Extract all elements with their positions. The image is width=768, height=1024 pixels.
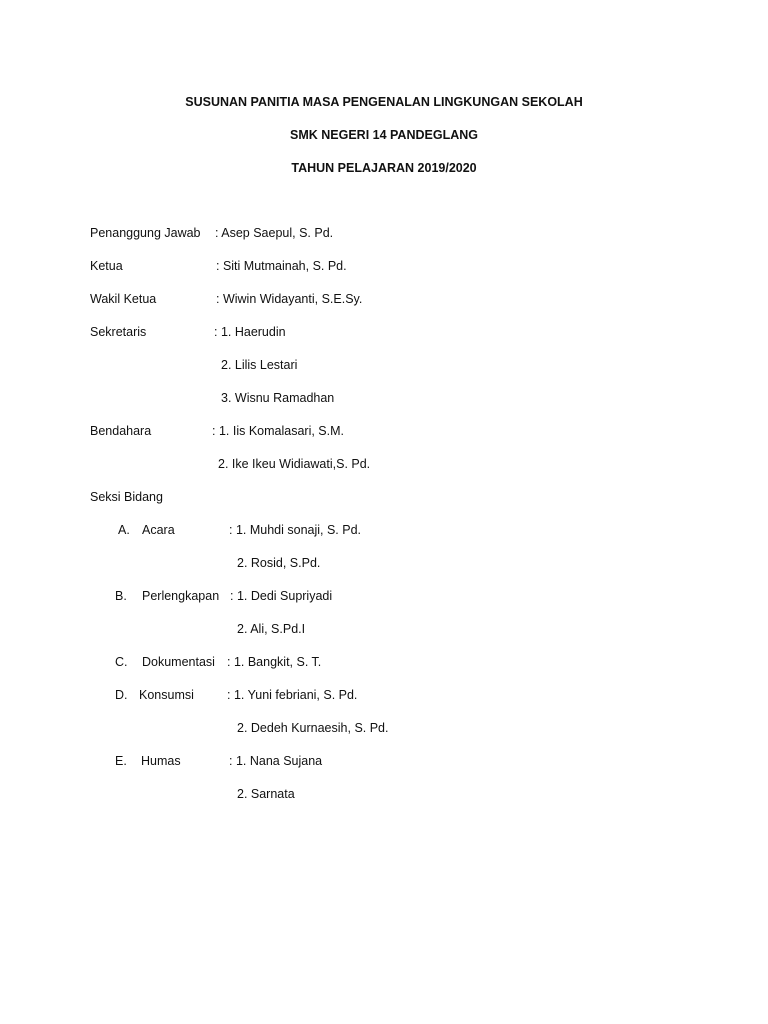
label-seksi-bidang: Seksi Bidang xyxy=(90,490,163,504)
bendahara-member: : 1. Iis Komalasari, S.M. xyxy=(212,424,344,438)
sekretaris-member: 2. Lilis Lestari xyxy=(221,358,298,372)
sekretaris-member: : 1. Haerudin xyxy=(214,325,286,339)
section-name: Dokumentasi xyxy=(142,655,215,669)
section-letter: B. xyxy=(115,589,127,603)
academic-year: TAHUN PELAJARAN 2019/2020 xyxy=(291,161,477,175)
document-title: SUSUNAN PANITIA MASA PENGENALAN LINGKUNGAN SEKOLAH xyxy=(185,95,583,109)
section-letter: C. xyxy=(115,655,128,669)
section-member: : 1. Nana Sujana xyxy=(229,754,323,768)
section-member: 2. Ali, S.Pd.I xyxy=(237,622,306,636)
label-penanggung-jawab: Penanggung Jawab xyxy=(90,226,201,240)
section-name: Perlengkapan xyxy=(142,589,220,603)
section-member: 2. Rosid, S.Pd. xyxy=(237,556,321,570)
section-member: 2. Sarnata xyxy=(237,787,295,801)
label-sekretaris: Sekretaris xyxy=(90,325,147,339)
value-wakil-ketua: : Wiwin Widayanti, S.E.Sy. xyxy=(216,292,363,306)
label-bendahara: Bendahara xyxy=(90,424,152,438)
sekretaris-member: 3. Wisnu Ramadhan xyxy=(221,391,335,405)
label-wakil-ketua: Wakil Ketua xyxy=(90,292,157,306)
school-name: SMK NEGERI 14 PANDEGLANG xyxy=(290,128,478,142)
section-member: : 1. Yuni febriani, S. Pd. xyxy=(227,688,358,702)
section-member: : 1. Dedi Supriyadi xyxy=(230,589,333,603)
value-penanggung-jawab: : Asep Saepul, S. Pd. xyxy=(215,226,334,240)
bendahara-member: 2. Ike Ikeu Widiawati,S. Pd. xyxy=(218,457,371,471)
section-letter: A. xyxy=(118,523,130,537)
section-letter: D. xyxy=(115,688,128,702)
section-member: 2. Dedeh Kurnaesih, S. Pd. xyxy=(237,721,389,735)
section-name: Konsumsi xyxy=(139,688,194,702)
label-ketua: Ketua xyxy=(90,259,123,273)
value-ketua: : Siti Mutmainah, S. Pd. xyxy=(216,259,347,273)
section-member: : 1. Bangkit, S. T. xyxy=(227,655,322,669)
section-name: Acara xyxy=(142,523,175,537)
section-letter: E. xyxy=(115,754,127,768)
section-member: : 1. Muhdi sonaji, S. Pd. xyxy=(229,523,362,537)
section-name: Humas xyxy=(141,754,181,768)
